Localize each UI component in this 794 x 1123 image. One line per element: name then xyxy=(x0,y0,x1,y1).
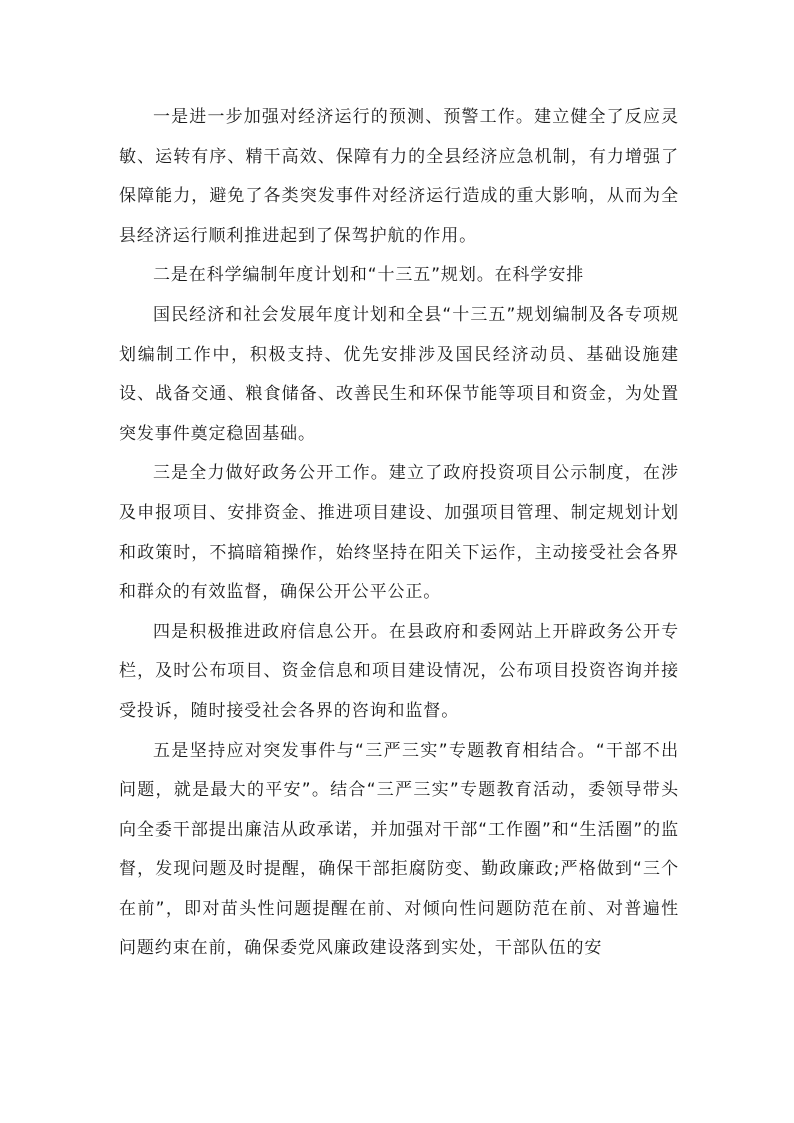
paragraph-5: 四是积极推进政府信息公开。在县政府和委网站上开辟政务公开专栏，及时公布项目、资金信息和项目建设情况，公布项目投资咨询并接受投诉，随时接受社会各界的咨询和监督。 xyxy=(119,621,679,721)
paragraph-1: 一是进一步加强对经济运行的预测、预警工作。建立健全了反应灵敏、运转有序、精干高效、保障有力的全县经济应急机制，有力增强了保障能力，避免了各类突发事件对经济运行造成的重大影响，从而为全县经济运行顺利推进起到了保驾护航的作用。 xyxy=(119,107,679,246)
document-body xyxy=(119,98,679,969)
paragraph-4: 三是全力做好政务公开工作。建立了政府投资项目公示制度，在涉及申报项目、安排资金、推进项目建设、加强项目管理、制定规划计划和政策时，不搞暗箱操作，始终坚持在阳关下运作，主动接受社会各界和群众的有效监督，确保公开公平公正。 xyxy=(119,463,679,603)
paragraph-3: 国民经济和社会发展年度计划和全县“十三五”规划编制及各专项规划编制工作中，积极支持、优先安排涉及国民经济动员、基础设施建设、战备交通、粮食储备、改善民生和环保节能等项目和资金，为处置突发事件奠定稳固基础。 xyxy=(119,304,679,444)
paragraph-2: 二是在科学编制年度计划和“十三五”规划。在科学安排 xyxy=(153,265,585,286)
paragraph-6: 五是坚持应对突发事件与“三严三实”专题教育相结合。“干部不出问题，就是最大的平安”。结合“三严三实”专题教育活动，委领导带头向全委干部提出廉洁从政承诺，并加强对干部“工作圈”和“生活圈”的监督，发现问题及时提醒，确保干部拒腐防变、勤政廉政;严格做到“三个在前”，即对苗头性问题提醒在前、对倾向性问题防范在前、对普遍性问题约束在前，确保委党风廉政建设落到实处，干部队伍的安 xyxy=(119,740,679,959)
